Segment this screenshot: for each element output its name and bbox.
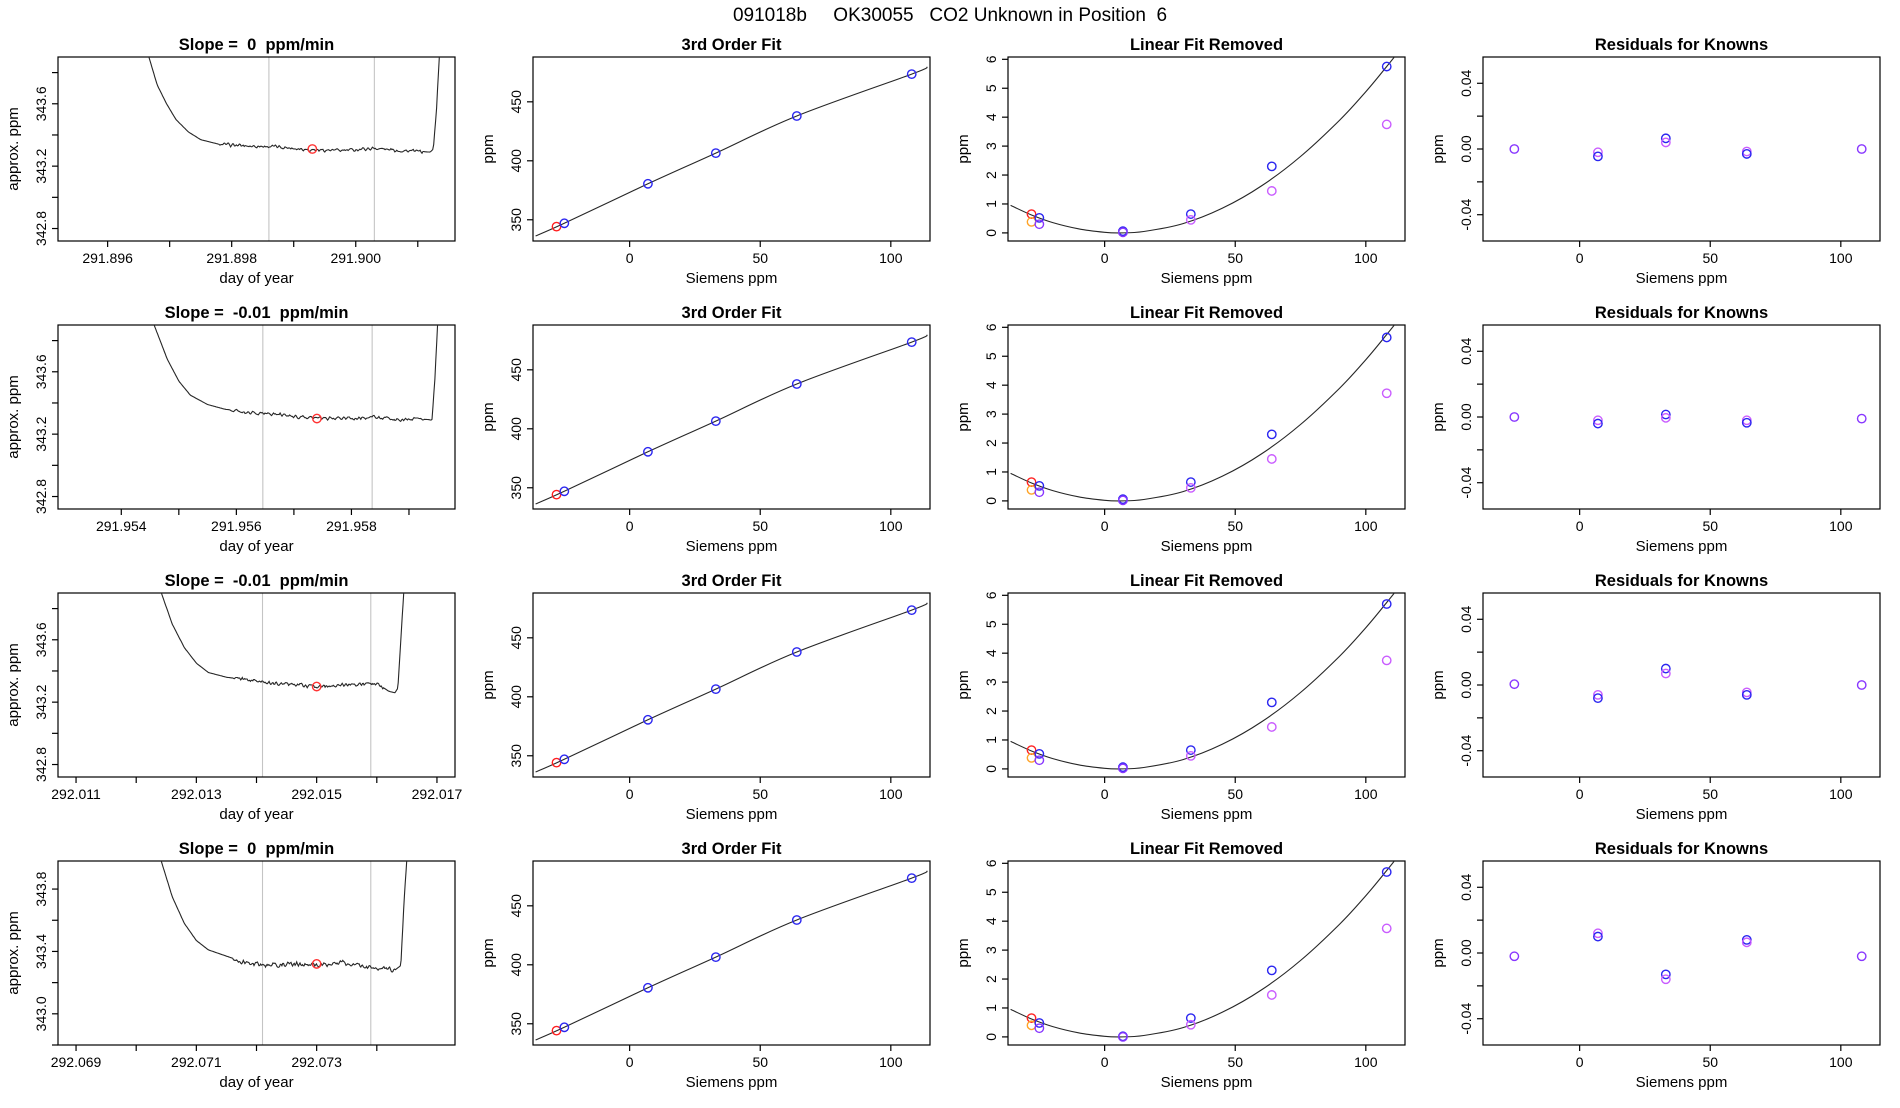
x-tick-label: 0 (1575, 1054, 1584, 1070)
y-axis-label: ppm (1430, 402, 1447, 432)
x-tick-label: 292.017 (411, 786, 463, 802)
y-tick-label: 1 (983, 1004, 999, 1012)
plot-border (58, 57, 455, 241)
plot-cell-r4-fit (475, 835, 950, 1103)
plot-title: Linear Fit Removed (1129, 840, 1284, 858)
x-tick-label: 100 (1354, 250, 1378, 266)
x-tick-label: 100 (1354, 518, 1378, 534)
plot-title: 3rd Order Fit (681, 36, 782, 54)
timeseries-line (153, 322, 438, 422)
plot-cell-r3-fit (475, 567, 950, 835)
data-point (1268, 966, 1276, 974)
y-tick-label: 343.2 (33, 684, 49, 720)
x-axis-label: day of year (219, 806, 294, 823)
x-tick-label: 100 (1829, 786, 1853, 802)
x-tick-label: 291.956 (211, 518, 262, 534)
x-tick-label: 50 (752, 250, 769, 266)
plot-cell-r1-residuals (1425, 31, 1900, 299)
y-tick-label: 400 (508, 953, 524, 977)
data-point (1035, 220, 1043, 228)
x-tick-label: 50 (752, 518, 769, 534)
plot-cell-r1-slope (0, 31, 475, 299)
y-axis-label: ppm (480, 670, 497, 700)
y-tick-label: 342.8 (33, 747, 49, 783)
x-axis-label: Siemens ppm (685, 538, 778, 555)
fit-curve (536, 67, 928, 236)
x-tick-label: 291.954 (95, 518, 147, 534)
plot-cell-r3-linremoved (950, 567, 1425, 835)
plot-border (58, 861, 455, 1045)
x-tick-label: 0 (1100, 1054, 1109, 1070)
x-tick-label: 50 (1227, 786, 1244, 802)
y-tick-label: 4 (983, 649, 999, 658)
plot-border (1483, 593, 1880, 777)
x-tick-label: 292.073 (291, 1054, 342, 1070)
plot-cell-r4-slope (0, 835, 475, 1103)
y-tick-label: 400 (508, 149, 524, 173)
data-point (1383, 120, 1391, 128)
data-point (1035, 756, 1043, 764)
data-point (1268, 723, 1276, 731)
x-tick-label: 100 (1354, 786, 1378, 802)
x-tick-label: 292.015 (291, 786, 342, 802)
y-tick-label: 342.8 (33, 211, 49, 247)
data-point (1383, 868, 1391, 876)
y-tick-label: 342.8 (33, 479, 49, 515)
y-tick-label: 2 (983, 171, 999, 179)
x-axis-label: Siemens ppm (1160, 270, 1253, 287)
y-tick-label: 0.04 (1458, 69, 1474, 97)
plot-title: Residuals for Knowns (1594, 304, 1769, 322)
x-tick-label: 0 (1100, 518, 1109, 534)
data-point (1858, 145, 1866, 153)
data-point (1035, 488, 1043, 496)
y-tick-label: 0 (983, 497, 999, 505)
y-tick-label: -0.04 (1458, 734, 1474, 767)
y-tick-label: 6 (983, 591, 999, 600)
y-tick-label: 5 (983, 84, 999, 93)
chart-svg-r2-slope (0, 299, 475, 567)
x-axis-label: day of year (219, 1074, 294, 1091)
x-axis-label: Siemens ppm (1160, 1074, 1253, 1091)
plot-title: 3rd Order Fit (681, 304, 782, 322)
y-axis-label: ppm (1430, 938, 1447, 968)
y-tick-label: 3 (983, 410, 999, 419)
y-tick-label: 4 (983, 917, 999, 926)
chart-svg-r3-linremoved (950, 567, 1425, 835)
plot-cell-r1-linremoved (950, 31, 1425, 299)
y-axis-label: approx. ppm (5, 107, 22, 191)
x-axis-label: day of year (219, 270, 294, 287)
fit-curve (1011, 858, 1398, 1037)
x-tick-label: 292.069 (50, 1054, 102, 1070)
data-point (1383, 389, 1391, 397)
fit-curve (1011, 590, 1398, 769)
data-point (1858, 952, 1866, 960)
plot-cell-r2-slope (0, 299, 475, 567)
y-tick-label: 4 (983, 113, 999, 122)
data-point (1510, 145, 1518, 153)
x-axis-label: Siemens ppm (1635, 1074, 1728, 1091)
data-point (1268, 455, 1276, 463)
data-point (1268, 187, 1276, 195)
plot-cell-r2-residuals (1425, 299, 1900, 567)
y-tick-label: 450 (508, 894, 524, 918)
plot-border (58, 325, 455, 509)
x-tick-label: 100 (1829, 1054, 1853, 1070)
y-tick-label: 0.00 (1458, 135, 1474, 163)
plot-title: 3rd Order Fit (681, 840, 782, 858)
plot-cell-r2-linremoved (950, 299, 1425, 567)
plot-title: Slope = 0 ppm/min (178, 840, 335, 858)
chart-svg-r2-linremoved (950, 299, 1425, 567)
y-tick-label: 0.04 (1458, 605, 1474, 633)
y-tick-label: 2 (983, 439, 999, 447)
plot-cell-r4-residuals (1425, 835, 1900, 1103)
y-tick-label: 343.6 (33, 86, 49, 122)
fit-curve (536, 871, 928, 1040)
x-tick-label: 100 (1354, 1054, 1378, 1070)
plot-title: Slope = 0 ppm/min (178, 36, 335, 54)
y-axis-label: approx. ppm (5, 911, 22, 995)
x-axis-label: Siemens ppm (685, 806, 778, 823)
plot-title: Linear Fit Removed (1129, 572, 1284, 590)
data-point (1268, 430, 1276, 438)
x-tick-label: 100 (1829, 518, 1853, 534)
y-tick-label: 0 (983, 229, 999, 237)
y-tick-label: 6 (983, 323, 999, 332)
y-tick-label: 343.2 (33, 416, 49, 452)
plot-border (1008, 57, 1405, 241)
y-tick-label: 343.6 (33, 622, 49, 658)
plot-cell-r1-fit (475, 31, 950, 299)
plot-grid (0, 31, 1900, 1103)
x-tick-label: 100 (1829, 250, 1853, 266)
plot-cell-r2-fit (475, 299, 950, 567)
y-tick-label: 343.2 (33, 148, 49, 184)
y-tick-label: 0.00 (1458, 671, 1474, 699)
chart-svg-r1-linremoved (950, 31, 1425, 299)
y-tick-label: 3 (983, 678, 999, 687)
x-tick-label: 50 (1227, 250, 1244, 266)
x-tick-label: 0 (625, 518, 634, 534)
y-axis-label: ppm (955, 402, 972, 432)
y-tick-label: -0.04 (1458, 1002, 1474, 1035)
x-tick-label: 100 (879, 250, 903, 266)
chart-svg-r3-slope (0, 567, 475, 835)
plot-title: Linear Fit Removed (1129, 304, 1284, 322)
fit-curve (536, 335, 928, 504)
x-tick-label: 0 (1575, 786, 1584, 802)
y-tick-label: 0.00 (1458, 939, 1474, 967)
x-tick-label: 0 (1575, 518, 1584, 534)
data-point (1662, 975, 1670, 983)
y-tick-label: 400 (508, 685, 524, 709)
y-tick-label: -0.04 (1458, 198, 1474, 231)
y-tick-label: 5 (983, 620, 999, 629)
chart-svg-r3-fit (475, 567, 950, 835)
plot-cell-r3-slope (0, 567, 475, 835)
timeseries-line (148, 54, 440, 153)
y-axis-label: ppm (955, 134, 972, 164)
y-tick-label: 400 (508, 417, 524, 441)
y-tick-label: 1 (983, 200, 999, 208)
x-tick-label: 100 (879, 1054, 903, 1070)
page-title: 091018b OK30055 CO2 Unknown in Position 6 (732, 5, 1168, 26)
plot-cell-r3-residuals (1425, 567, 1900, 835)
y-tick-label: 2 (983, 707, 999, 715)
y-tick-label: 350 (508, 208, 524, 232)
x-tick-label: 50 (1227, 518, 1244, 534)
y-tick-label: 0.00 (1458, 403, 1474, 431)
plot-title: 3rd Order Fit (681, 572, 782, 590)
x-tick-label: 0 (625, 250, 634, 266)
x-tick-label: 0 (625, 1054, 634, 1070)
x-axis-label: Siemens ppm (1160, 538, 1253, 555)
fit-curve (536, 603, 928, 772)
y-tick-label: 0 (983, 1033, 999, 1041)
x-tick-label: 292.011 (51, 786, 101, 802)
timeseries-line (160, 858, 407, 972)
y-tick-label: 5 (983, 352, 999, 361)
plot-border (533, 57, 930, 241)
y-tick-label: 1 (983, 736, 999, 744)
x-tick-label: 50 (1702, 786, 1719, 802)
x-tick-label: 0 (1100, 250, 1109, 266)
y-tick-label: 6 (983, 859, 999, 868)
y-tick-label: 1 (983, 468, 999, 476)
plot-title: Residuals for Knowns (1594, 572, 1769, 590)
plot-border (58, 593, 455, 777)
chart-svg-r4-slope (0, 835, 475, 1103)
x-tick-label: 291.896 (82, 250, 133, 266)
plot-border (1483, 57, 1880, 241)
y-tick-label: 343.8 (33, 871, 49, 907)
data-point (1383, 656, 1391, 664)
plot-border (1008, 861, 1405, 1045)
y-tick-label: 5 (983, 888, 999, 897)
plot-border (1483, 325, 1880, 509)
x-tick-label: 291.898 (206, 250, 257, 266)
x-tick-label: 50 (752, 786, 769, 802)
x-tick-label: 50 (752, 1054, 769, 1070)
y-tick-label: 350 (508, 1012, 524, 1036)
chart-svg-r4-linremoved (950, 835, 1425, 1103)
x-tick-label: 100 (879, 518, 903, 534)
chart-svg-r1-residuals (1425, 31, 1900, 299)
y-axis-label: approx. ppm (5, 643, 22, 727)
x-axis-label: day of year (219, 538, 294, 555)
data-point (1858, 681, 1866, 689)
plot-cell-r4-linremoved (950, 835, 1425, 1103)
data-point (1268, 991, 1276, 999)
y-tick-label: -0.04 (1458, 466, 1474, 499)
y-tick-label: 450 (508, 626, 524, 650)
y-tick-label: 0 (983, 765, 999, 773)
x-tick-label: 50 (1702, 518, 1719, 534)
x-tick-label: 50 (1702, 1054, 1719, 1070)
plot-title: Residuals for Knowns (1594, 36, 1769, 54)
y-axis-label: ppm (955, 938, 972, 968)
chart-svg-r1-slope (0, 31, 475, 299)
y-tick-label: 3 (983, 142, 999, 151)
plot-title: Residuals for Knowns (1594, 840, 1769, 858)
x-axis-label: Siemens ppm (1160, 806, 1253, 823)
x-tick-label: 100 (879, 786, 903, 802)
chart-svg-r3-residuals (1425, 567, 1900, 835)
y-tick-label: 343.0 (33, 996, 49, 1032)
x-tick-label: 0 (625, 786, 634, 802)
x-tick-label: 50 (1227, 1054, 1244, 1070)
x-tick-label: 50 (1702, 250, 1719, 266)
y-axis-label: approx. ppm (5, 375, 22, 459)
y-tick-label: 450 (508, 358, 524, 382)
x-tick-label: 291.900 (330, 250, 382, 266)
y-tick-label: 343.6 (33, 354, 49, 390)
x-axis-label: Siemens ppm (685, 1074, 778, 1091)
chart-svg-r2-fit (475, 299, 950, 567)
data-point (1510, 413, 1518, 421)
data-point (1662, 669, 1670, 677)
x-axis-label: Siemens ppm (1635, 270, 1728, 287)
data-point (1510, 680, 1518, 688)
y-tick-label: 0.04 (1458, 873, 1474, 901)
data-point (1510, 952, 1518, 960)
x-tick-label: 292.071 (171, 1054, 222, 1070)
chart-svg-r1-fit (475, 31, 950, 299)
y-tick-label: 2 (983, 975, 999, 983)
data-point (1268, 162, 1276, 170)
y-axis-label: ppm (480, 938, 497, 968)
x-axis-label: Siemens ppm (685, 270, 778, 287)
x-tick-label: 291.958 (326, 518, 377, 534)
data-point (1268, 698, 1276, 706)
y-tick-label: 350 (508, 476, 524, 500)
plot-border (533, 593, 930, 777)
plot-title: Slope = -0.01 ppm/min (164, 304, 349, 322)
plot-border (533, 325, 930, 509)
plot-title: Linear Fit Removed (1129, 36, 1284, 54)
y-axis-label: ppm (480, 402, 497, 432)
x-tick-label: 292.013 (171, 786, 222, 802)
x-axis-label: Siemens ppm (1635, 538, 1728, 555)
chart-svg-r4-residuals (1425, 835, 1900, 1103)
data-point (1858, 414, 1866, 422)
x-tick-label: 0 (1575, 250, 1584, 266)
chart-svg-r4-fit (475, 835, 950, 1103)
y-axis-label: ppm (1430, 670, 1447, 700)
data-point (1035, 1024, 1043, 1032)
plot-title: Slope = -0.01 ppm/min (164, 572, 349, 590)
y-tick-label: 6 (983, 55, 999, 64)
y-axis-label: ppm (480, 134, 497, 164)
plot-border (1483, 861, 1880, 1045)
plot-border (1008, 325, 1405, 509)
data-point (1383, 924, 1391, 932)
fit-curve (1011, 54, 1398, 233)
plot-border (533, 861, 930, 1045)
x-tick-label: 0 (1100, 786, 1109, 802)
fit-curve (1011, 322, 1398, 501)
y-tick-label: 4 (983, 381, 999, 390)
y-axis-label: ppm (1430, 134, 1447, 164)
y-tick-label: 450 (508, 90, 524, 114)
y-axis-label: ppm (955, 670, 972, 700)
y-tick-label: 350 (508, 744, 524, 768)
y-tick-label: 343.4 (33, 933, 49, 969)
x-axis-label: Siemens ppm (1635, 806, 1728, 823)
plot-border (1008, 593, 1405, 777)
y-tick-label: 0.04 (1458, 337, 1474, 365)
y-tick-label: 3 (983, 946, 999, 955)
chart-svg-r2-residuals (1425, 299, 1900, 567)
data-point (1383, 600, 1391, 608)
timeseries-line (160, 590, 404, 693)
